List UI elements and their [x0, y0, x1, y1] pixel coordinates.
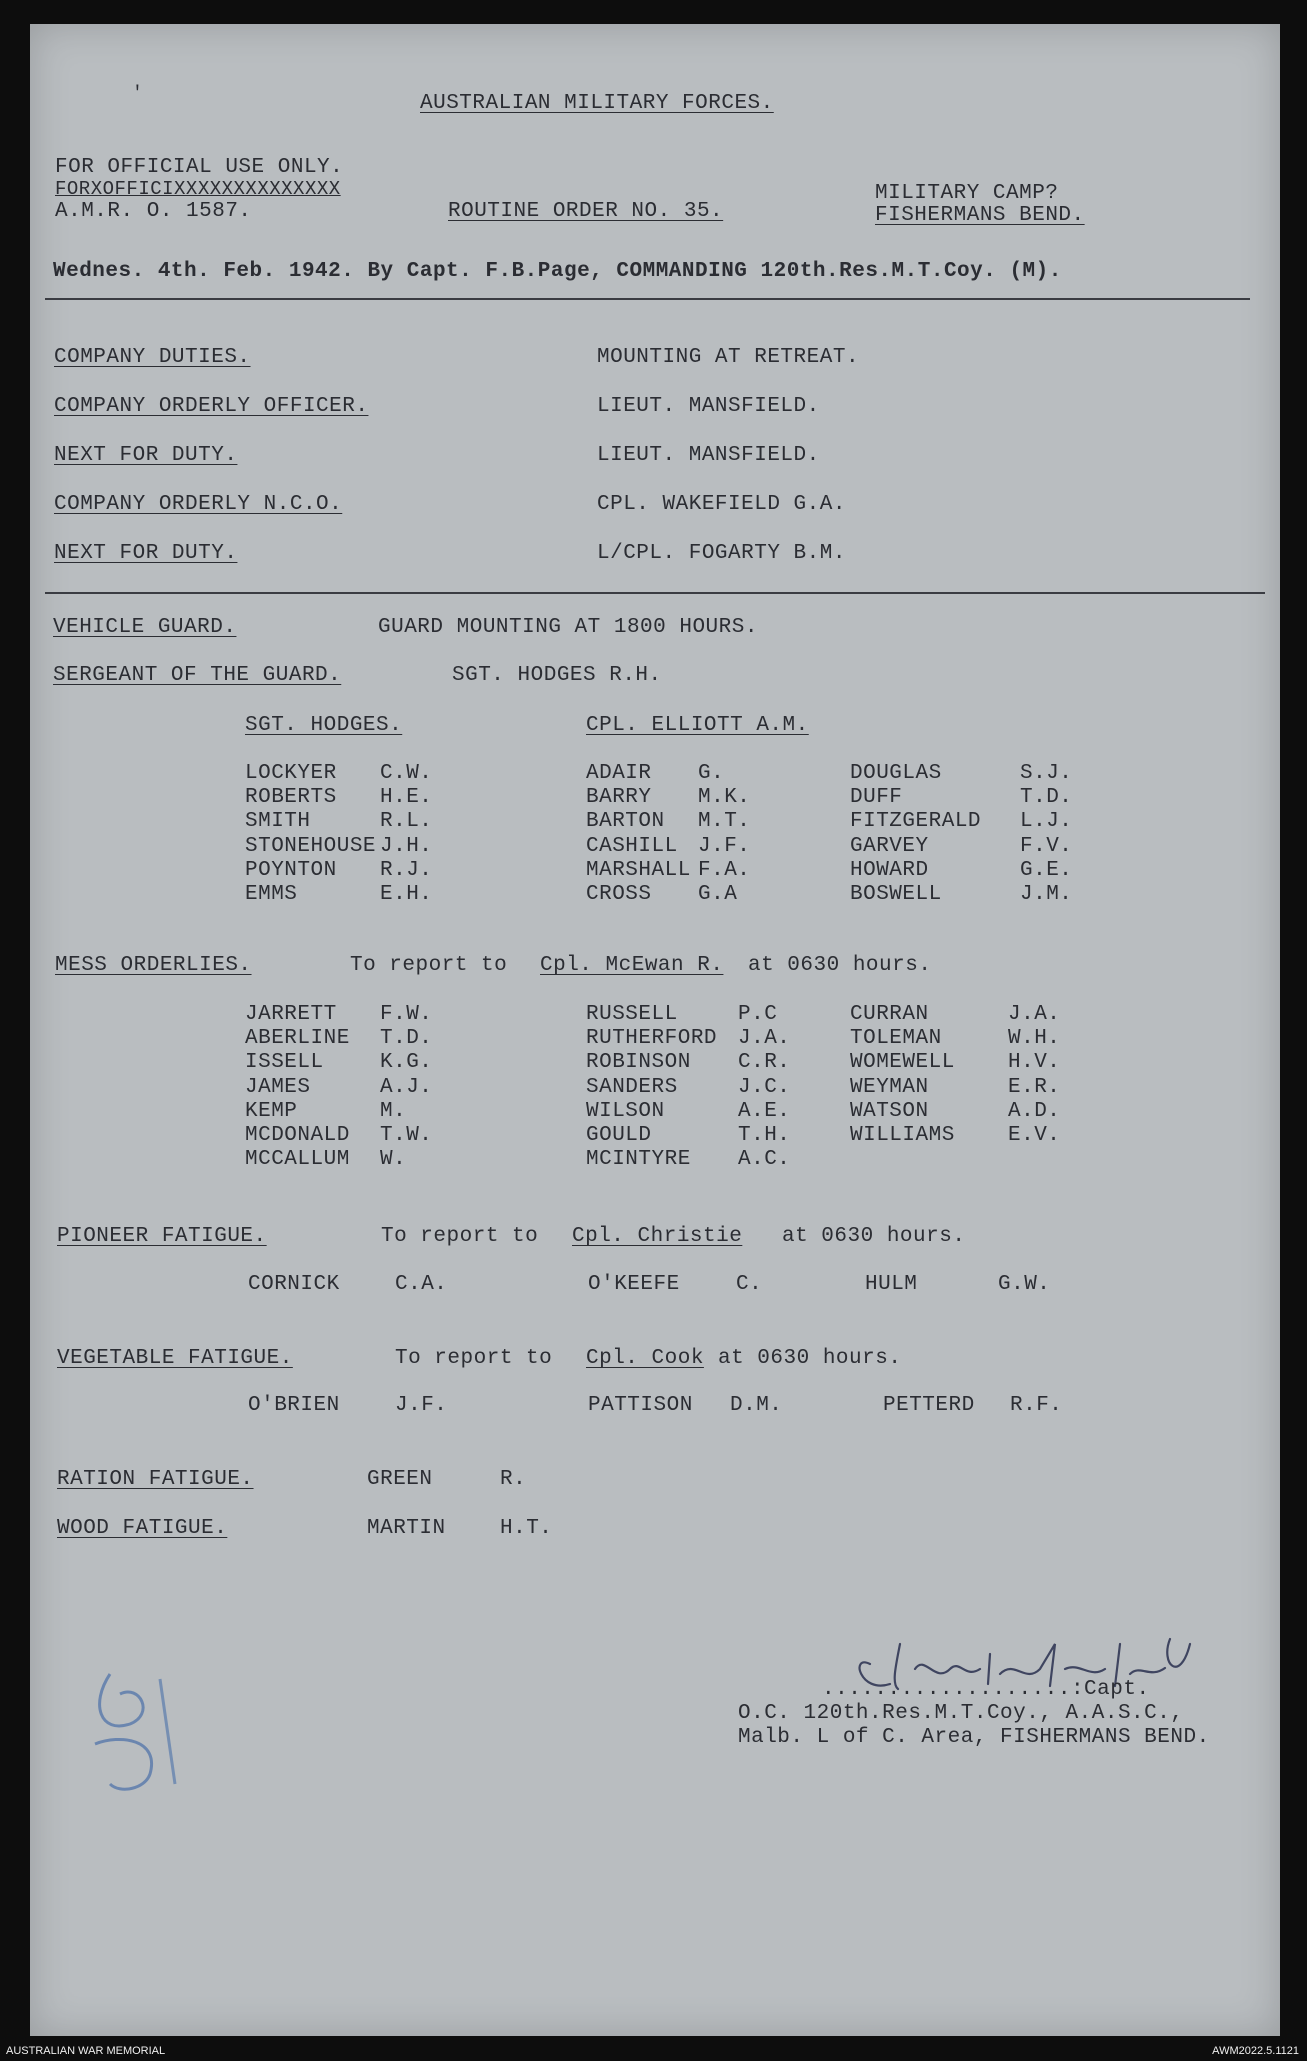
margin-mark: ': [132, 84, 144, 104]
person-initials: J.F.: [395, 1394, 448, 1417]
vegetable-report-pre: To report to: [395, 1347, 553, 1370]
mess-orderlies-label: MESS ORDERLIES.: [55, 954, 252, 977]
person-initials: J.H.: [380, 834, 433, 858]
person-initials: C.: [736, 1273, 763, 1296]
person-surname: RUSSELL: [586, 1003, 678, 1026]
person-surname: RUTHERFORD: [586, 1027, 718, 1051]
person-initials: P.C: [738, 1003, 778, 1026]
person-initials: R.F.: [1010, 1394, 1063, 1417]
pioneer-report-post: at 0630 hours.: [782, 1225, 966, 1248]
person-initials: F.A.: [698, 858, 751, 882]
person-surname: ADAIR: [586, 762, 652, 785]
wood-initials: H.T.: [500, 1517, 553, 1540]
person-surname: MCDONALD: [245, 1124, 350, 1147]
person-surname: HOWARD: [850, 858, 929, 882]
vegetable-fatigue-label: VEGETABLE FATIGUE.: [57, 1347, 293, 1370]
pioneer-fatigue-label: PIONEER FATIGUE.: [57, 1225, 267, 1248]
duty-value: L/CPL. FOGARTY B.M.: [597, 542, 846, 565]
person-initials: L.J.: [1020, 810, 1073, 834]
person-surname: PATTISON: [588, 1394, 693, 1417]
person-initials: E.R.: [1008, 1075, 1061, 1099]
person-initials: S.J.: [1020, 762, 1073, 785]
person-initials: J.M.: [1020, 883, 1073, 906]
person-initials: C.W.: [380, 762, 433, 785]
person-surname: CASHILL: [586, 834, 678, 858]
person-initials: R.J.: [380, 858, 433, 882]
duty-label: COMPANY ORDERLY OFFICER.: [54, 395, 369, 418]
camp-line-2: FISHERMANS BEND.: [875, 204, 1085, 227]
duty-value: LIEUT. MANSFIELD.: [597, 444, 820, 467]
person-surname: KEMP: [245, 1099, 298, 1123]
person-initials: T.D.: [380, 1027, 433, 1051]
person-surname: GOULD: [586, 1124, 652, 1147]
person-initials: G.A: [698, 883, 738, 906]
person-initials: G.E.: [1020, 858, 1073, 882]
person-surname: CURRAN: [850, 1003, 929, 1026]
person-surname: WATSON: [850, 1099, 929, 1123]
vehicle-guard-text: GUARD MOUNTING AT 1800 HOURS.: [378, 616, 758, 639]
ration-fatigue-label: RATION FATIGUE.: [57, 1468, 254, 1491]
guard-col-head-1: SGT. HODGES.: [245, 714, 403, 737]
wood-name: MARTIN: [367, 1517, 446, 1540]
pioneer-report-to: Cpl. Christie: [572, 1225, 743, 1248]
person-initials: J.F.: [698, 834, 751, 858]
mess-report-post: at 0630 hours.: [748, 954, 932, 977]
person-initials: W.: [380, 1148, 407, 1172]
person-initials: T.D.: [1020, 786, 1073, 810]
person-initials: T.H.: [738, 1124, 791, 1147]
person-surname: MARSHALL: [586, 858, 691, 882]
duty-label: NEXT FOR DUTY.: [54, 444, 238, 467]
person-surname: STONEHOUSE: [245, 834, 377, 858]
person-surname: CORNICK: [248, 1273, 340, 1296]
amr-number: A.M.R. O. 1587.: [55, 200, 252, 223]
person-surname: ROBINSON: [586, 1051, 691, 1075]
signature-title-line: O.C. 120th.Res.M.T.Coy., A.A.S.C.,: [738, 1702, 1184, 1725]
duty-label: NEXT FOR DUTY.: [54, 542, 238, 565]
person-surname: DUFF: [850, 786, 903, 810]
document-page: [30, 24, 1280, 2036]
person-surname: DOUGLAS: [850, 762, 942, 785]
person-initials: G.: [698, 762, 725, 785]
person-surname: LOCKYER: [245, 762, 337, 785]
person-surname: WILSON: [586, 1099, 665, 1123]
person-initials: T.W.: [380, 1124, 433, 1147]
person-surname: ABERLINE: [245, 1027, 350, 1051]
ration-initials: R.: [500, 1468, 527, 1491]
duty-value: MOUNTING AT RETREAT.: [597, 346, 860, 369]
person-surname: BARTON: [586, 810, 665, 834]
pioneer-report-pre: To report to: [381, 1225, 539, 1248]
person-surname: O'BRIEN: [248, 1394, 340, 1417]
person-surname: POYNTON: [245, 858, 337, 882]
person-surname: FITZGERALD: [850, 810, 982, 834]
duty-value: CPL. WAKEFIELD G.A.: [597, 493, 846, 516]
wood-fatigue-label: WOOD FATIGUE.: [57, 1517, 228, 1540]
signature-line: ...................:Capt.: [822, 1678, 1150, 1701]
person-surname: SMITH: [245, 810, 311, 834]
person-surname: BARRY: [586, 786, 652, 810]
person-initials: J.A.: [1008, 1003, 1061, 1026]
person-initials: H.E.: [380, 786, 433, 810]
person-initials: H.V.: [1008, 1051, 1061, 1075]
person-initials: A.J.: [380, 1075, 433, 1099]
person-initials: C.A.: [395, 1273, 448, 1296]
routine-order-number: ROUTINE ORDER NO. 35.: [448, 200, 724, 223]
date-line: Wednes. 4th. Feb. 1942. By Capt. F.B.Page, COMMANDING 120th.Res.M.T.Coy. (M).: [53, 260, 1062, 283]
person-initials: A.C.: [738, 1148, 791, 1172]
person-surname: MCCALLUM: [245, 1148, 350, 1172]
person-surname: EMMS: [245, 883, 298, 906]
mess-report-pre: To report to: [350, 954, 508, 977]
vehicle-guard-label: VEHICLE GUARD.: [53, 616, 237, 639]
person-initials: A.E.: [738, 1099, 791, 1123]
divider: [45, 592, 1265, 594]
official-use-line: FOR OFFICIAL USE ONLY.: [55, 156, 344, 179]
vegetable-report-to: Cpl. Cook: [586, 1347, 704, 1370]
mess-report-to: Cpl. McEwan R.: [540, 954, 724, 977]
signature-area-line: Malb. L of C. Area, FISHERMANS BEND.: [738, 1726, 1210, 1749]
person-surname: MCINTYRE: [586, 1148, 691, 1172]
person-initials: J.C.: [738, 1075, 791, 1099]
person-initials: M.K.: [698, 786, 751, 810]
person-initials: R.L.: [380, 810, 433, 834]
duty-value: LIEUT. MANSFIELD.: [597, 395, 820, 418]
person-surname: WOMEWELL: [850, 1051, 955, 1075]
person-surname: CROSS: [586, 883, 652, 906]
person-surname: WILLIAMS: [850, 1124, 955, 1147]
footer-accession-number: AWM2022.5.1121: [1212, 2045, 1299, 2057]
vegetable-report-post: at 0630 hours.: [718, 1347, 902, 1370]
person-surname: TOLEMAN: [850, 1027, 942, 1051]
person-surname: SANDERS: [586, 1075, 678, 1099]
person-initials: J.A.: [738, 1027, 791, 1051]
document-title: AUSTRALIAN MILITARY FORCES.: [420, 92, 774, 115]
camp-line-1: MILITARY CAMP?: [875, 182, 1059, 205]
divider: [45, 298, 1250, 300]
person-initials: E.H.: [380, 883, 433, 906]
person-surname: ROBERTS: [245, 786, 337, 810]
person-initials: F.W.: [380, 1003, 433, 1026]
person-surname: HULM: [865, 1273, 918, 1296]
guard-col-head-2: CPL. ELLIOTT A.M.: [586, 714, 809, 737]
person-surname: O'KEEFE: [588, 1273, 680, 1296]
person-initials: F.V.: [1020, 834, 1073, 858]
person-initials: K.G.: [380, 1051, 433, 1075]
person-initials: C.R.: [738, 1051, 791, 1075]
footer-credit: AUSTRALIAN WAR MEMORIAL: [6, 2045, 166, 2057]
person-surname: PETTERD: [883, 1394, 975, 1417]
person-surname: GARVEY: [850, 834, 929, 858]
person-initials: A.D.: [1008, 1099, 1061, 1123]
duty-label: COMPANY DUTIES.: [54, 346, 251, 369]
person-initials: W.H.: [1008, 1027, 1061, 1051]
person-surname: ISSELL: [245, 1051, 324, 1075]
person-initials: M.: [380, 1099, 407, 1123]
pencil-annotation-mark: [80, 1664, 190, 1804]
person-initials: G.W.: [998, 1273, 1051, 1296]
person-initials: D.M.: [730, 1394, 783, 1417]
duty-label: COMPANY ORDERLY N.C.O.: [54, 493, 343, 516]
ration-name: GREEN: [367, 1468, 433, 1491]
person-initials: E.V.: [1008, 1124, 1061, 1147]
sergeant-of-guard: SGT. HODGES R.H.: [452, 664, 662, 687]
person-surname: BOSWELL: [850, 883, 942, 906]
person-surname: JARRETT: [245, 1003, 337, 1026]
struck-line: FORXOFFICIXXXXXXXXXXXXXX: [55, 178, 341, 200]
sergeant-of-guard-label: SERGEANT OF THE GUARD.: [53, 664, 342, 687]
person-initials: M.T.: [698, 810, 751, 834]
person-surname: JAMES: [245, 1075, 311, 1099]
person-surname: WEYMAN: [850, 1075, 929, 1099]
